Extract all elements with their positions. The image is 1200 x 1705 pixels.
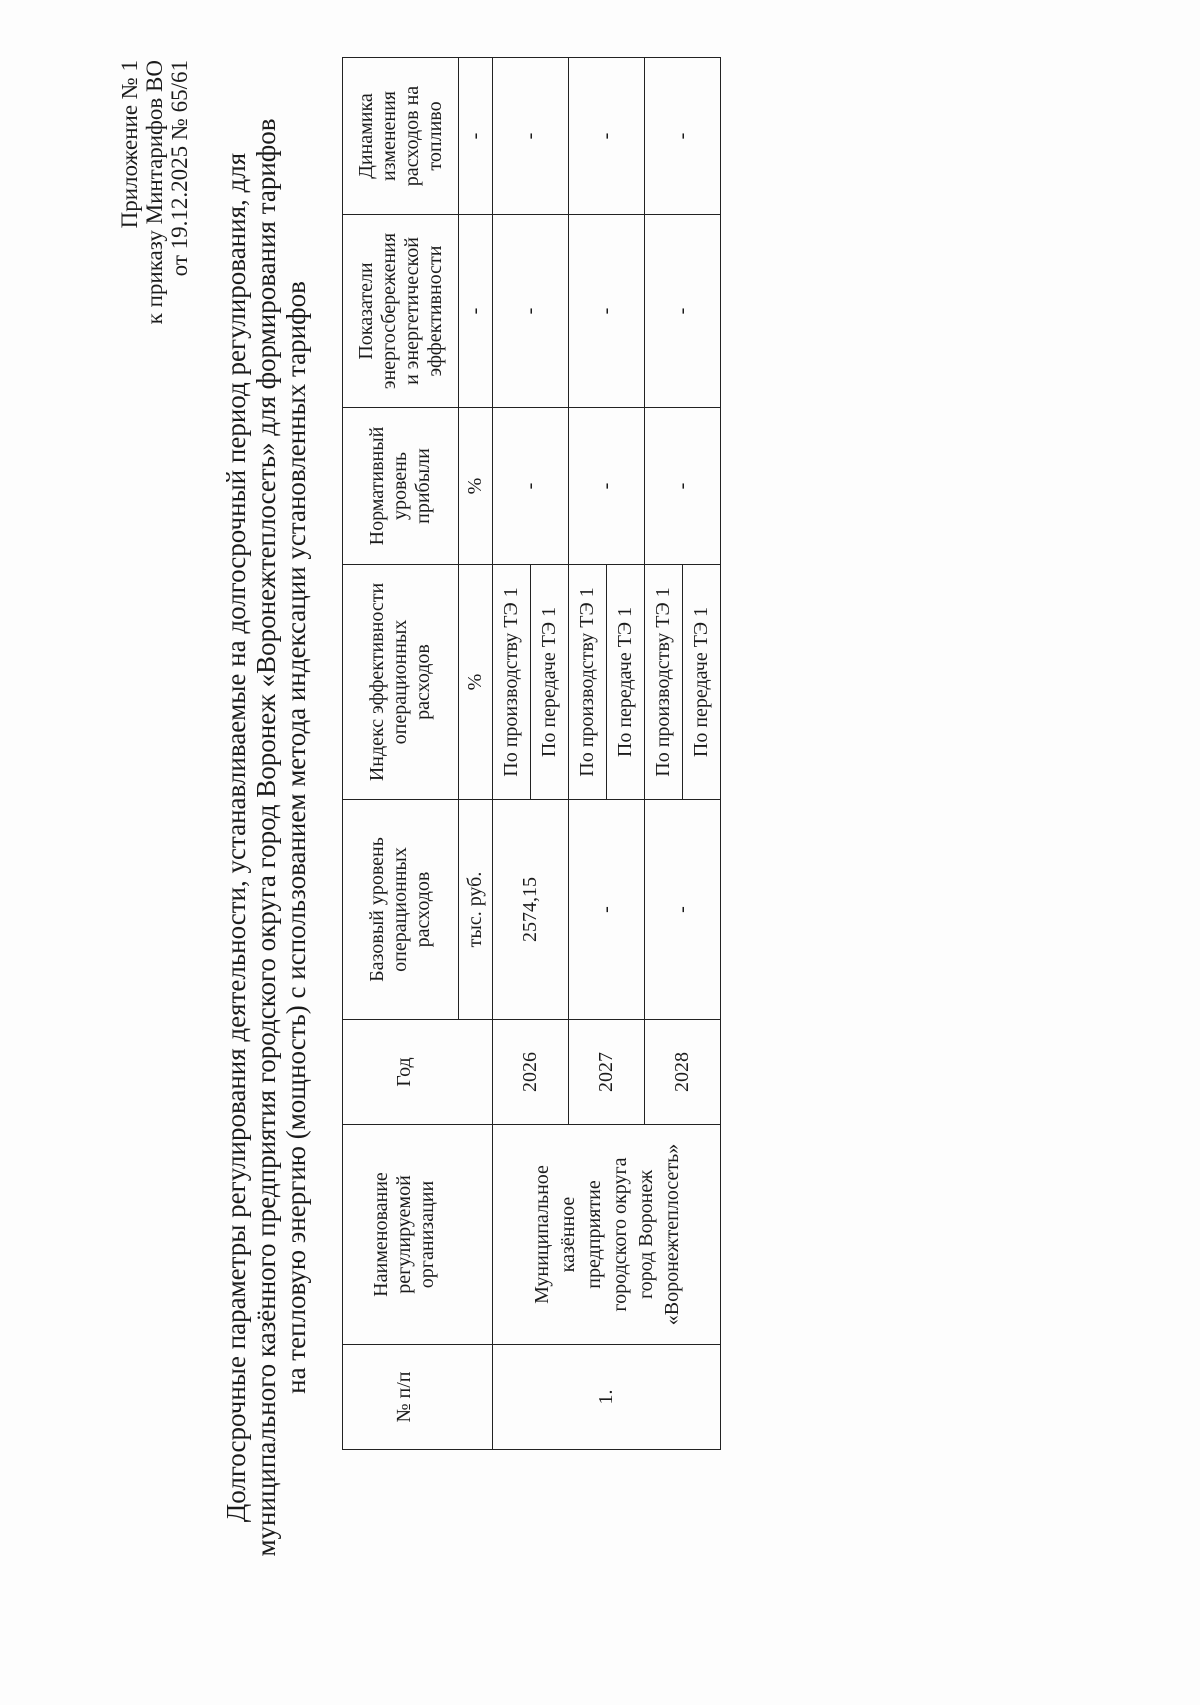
base-opex-cell: - — [569, 800, 645, 1020]
energy-saving-cell: - — [493, 215, 569, 408]
unit-base-opex: тыс. руб. — [459, 800, 493, 1020]
efficiency-index-cell: По передаче ТЭ 1 — [531, 565, 569, 800]
header-line: Динамика — [354, 93, 377, 179]
document-title — [221, 15, 311, 1660]
column-header-energy-saving — [343, 215, 459, 408]
column-header-year — [343, 1020, 493, 1125]
tariff-parameters-table — [342, 57, 721, 1450]
table-row — [493, 58, 531, 1450]
organization-name-cell — [493, 1125, 721, 1345]
appendix-number: Приложение № 1 — [117, 60, 142, 229]
organization-line: город Воронеж — [634, 1169, 657, 1300]
organization-line: городского округа — [608, 1157, 631, 1312]
title-line: Долгосрочные параметры регулирования деятельности, устанавливаемые на долгосрочный период регулирования, для — [221, 152, 251, 1523]
row-number-cell: 1. — [493, 1345, 721, 1450]
organization-line: предприятие — [582, 1180, 605, 1289]
header-line: Нормативный — [366, 426, 388, 546]
header-line: Наименование — [370, 1172, 392, 1297]
profit-level-cell: - — [493, 408, 569, 565]
base-opex-cell: - — [645, 800, 721, 1020]
column-header-efficiency-index — [343, 565, 459, 800]
year-cell: 2027 — [569, 1020, 645, 1125]
year-cell: 2028 — [645, 1020, 721, 1125]
appendix-order-date: от 19.12.2025 № 65/61 — [167, 60, 192, 277]
fuel-dynamics-cell: - — [569, 58, 645, 215]
year-cell: 2026 — [493, 1020, 569, 1125]
unit-fuel-dynamics: - — [459, 58, 493, 215]
header-line: топливо — [423, 101, 446, 171]
column-header-fuel-dynamics — [343, 58, 459, 215]
header-line: операционных — [389, 847, 411, 972]
column-header-base-opex — [343, 800, 459, 1020]
efficiency-index-cell: По передаче ТЭ 1 — [683, 565, 721, 800]
header-line: № п/п — [393, 1371, 415, 1423]
unit-profit-level: % — [459, 408, 493, 565]
header-line: Показатели — [354, 262, 377, 360]
appendix-order-reference: к приказу Минтарифов ВО — [142, 60, 167, 325]
column-header-organization — [343, 1125, 493, 1345]
header-line: регулируемой — [393, 1175, 415, 1294]
header-line: эффективности — [423, 245, 446, 377]
table-header-row — [343, 58, 459, 1450]
header-line: изменения — [377, 90, 400, 182]
header-line: расходов — [412, 644, 434, 720]
unit-energy-saving: - — [459, 215, 493, 408]
organization-line: «Воронежтеплосеть» — [660, 1143, 683, 1326]
header-line: Индекс эффективности — [366, 582, 388, 782]
profit-level-cell: - — [569, 408, 645, 565]
column-header-number — [343, 1345, 493, 1450]
energy-saving-cell: - — [645, 215, 721, 408]
efficiency-index-cell: По производству ТЭ 1 — [569, 565, 607, 800]
energy-saving-cell: - — [569, 215, 645, 408]
organization-line: казённое — [556, 1196, 579, 1273]
efficiency-index-cell: По передаче ТЭ 1 — [607, 565, 645, 800]
header-line: энергосбережения — [377, 232, 400, 390]
header-line: прибыли — [412, 448, 434, 524]
fuel-dynamics-cell: - — [645, 58, 721, 215]
appendix-header — [117, 60, 192, 324]
header-line: Год — [393, 1057, 415, 1087]
profit-level-cell: - — [645, 408, 721, 565]
organization-line: Муниципальное — [530, 1165, 553, 1304]
fuel-dynamics-cell: - — [493, 58, 569, 215]
header-line: и энергетической — [400, 237, 423, 385]
header-line: операционных — [389, 619, 411, 745]
base-opex-cell: 2574,15 — [493, 800, 569, 1020]
efficiency-index-cell: По производству ТЭ 1 — [645, 565, 683, 800]
header-line: организации — [416, 1180, 438, 1289]
title-line: муниципального казённого предприятия городского округа город Воронеж «Воронежтеплосеть» для формирования тарифов — [251, 118, 281, 1557]
unit-efficiency-index: % — [459, 565, 493, 800]
header-line: расходов — [412, 871, 434, 948]
title-line: на тепловую энергию (мощность) с использованием метода индексации установленных тарифов — [281, 281, 311, 1394]
header-line: Базовый уровень — [366, 837, 388, 982]
efficiency-index-cell: По производству ТЭ 1 — [493, 565, 531, 800]
column-header-profit-level — [343, 408, 459, 565]
header-line: расходов на — [400, 85, 423, 187]
header-line: уровень — [389, 451, 411, 521]
